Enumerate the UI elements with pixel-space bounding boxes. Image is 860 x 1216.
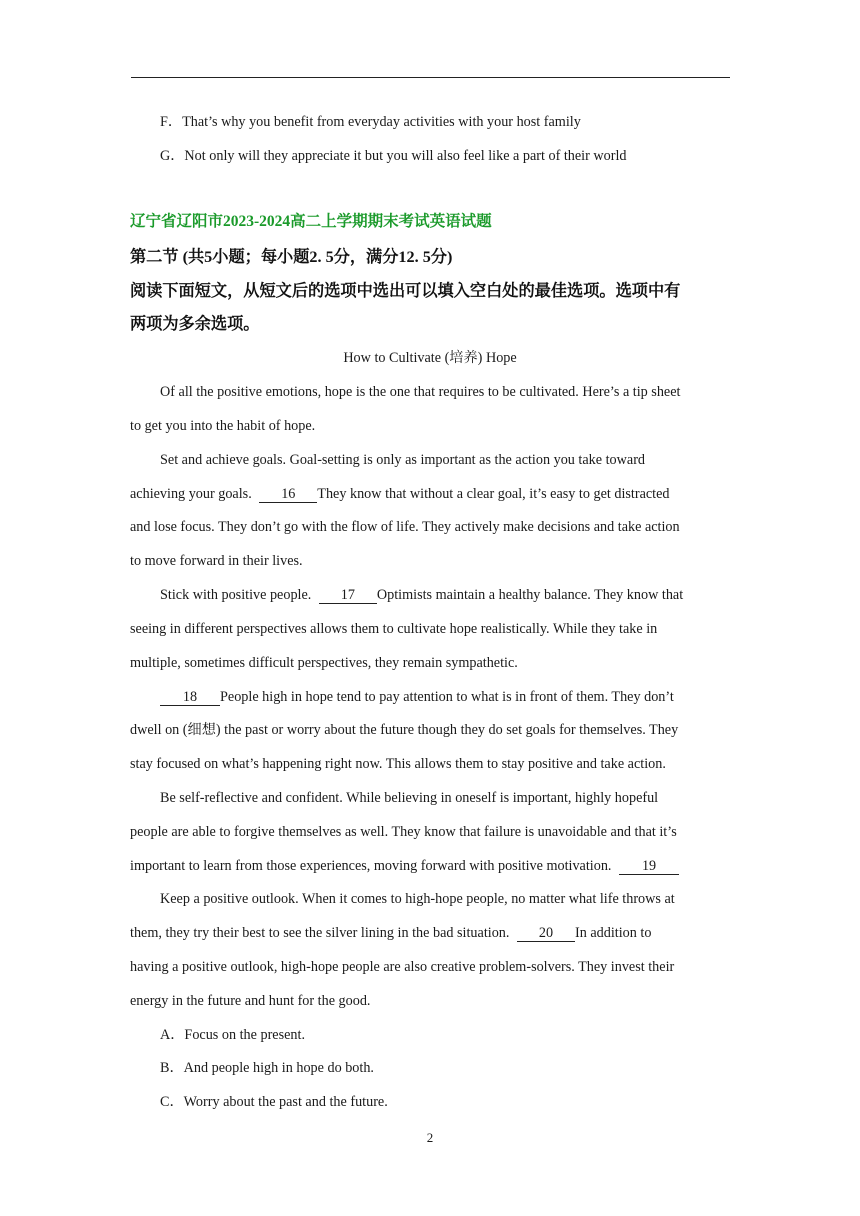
paragraph-text: They know that without a clear goal, it’s easy to get distracted	[317, 486, 670, 502]
paragraph-line: Be self-reflective and confident. While believing in oneself is important, highly hopeful	[160, 790, 659, 806]
paragraph-text: In addition to	[575, 925, 652, 941]
paragraph-line: Keep a positive outlook. When it comes to high-hope people, no matter what life throws at	[160, 891, 675, 907]
blank-18: 18	[160, 689, 220, 706]
option-f: F．That’s why you benefit from everyday activities with your host family	[160, 114, 581, 130]
paragraph-text: Optimists maintain a healthy balance. They know that	[376, 587, 684, 603]
paragraph-line	[130, 856, 679, 876]
header-rule	[131, 77, 730, 78]
paragraph-text: achieving your goals.	[130, 486, 252, 502]
passage-title: How to Cultivate (培养) Hope	[343, 350, 517, 366]
option-a: A．Focus on the present.	[160, 1027, 306, 1043]
paragraph-line: to get you into the habit of hope.	[130, 418, 316, 434]
paragraph-line: and lose focus. They don’t go with the flow of life. They actively make decisions and take action	[130, 519, 680, 535]
instruction-line-1: 阅读下面短文，从短文后的选项中选出可以填入空白处的最佳选项。选项中有	[130, 282, 681, 300]
paragraph-line: seeing in different perspectives allows them to cultivate hope realistically. While they take in	[130, 621, 658, 637]
paragraph-line	[160, 687, 674, 707]
paragraph-text: important to learn from those experiences, moving forward with positive motivation.	[130, 858, 612, 874]
source-title: 辽宁省辽阳市2023-2024高二上学期期末考试英语试题	[130, 213, 492, 230]
paragraph-line: energy in the future and hunt for the good.	[130, 993, 371, 1009]
paragraph-line: Set and achieve goals. Goal-setting is only as important as the action you take toward	[160, 452, 646, 468]
paragraph-line: stay focused on what’s happening right now. This allows them to stay positive and take action.	[130, 756, 666, 772]
paragraph-line: to move forward in their lives.	[130, 553, 303, 569]
section-heading: 第二节 (共5小题；每小题2. 5分，满分12. 5分)	[130, 248, 453, 266]
blank-17: 17	[319, 587, 377, 604]
paragraph-text: People high in hope tend to pay attention to what is in front of them. They don’t	[220, 689, 674, 705]
option-g: G．Not only will they appreciate it but you will also feel like a part of their world	[160, 148, 627, 164]
blank-20: 20	[517, 925, 575, 942]
paragraph-text: Stick with positive people.	[160, 587, 312, 603]
option-c: C．Worry about the past and the future.	[160, 1094, 388, 1110]
paragraph-line	[160, 585, 683, 605]
option-b: B．And people high in hope do both.	[160, 1060, 374, 1076]
paragraph-line: people are able to forgive themselves as well. They know that failure is unavoidable and that it’s	[130, 824, 677, 840]
page-number: 2	[426, 1130, 434, 1145]
paragraph-line: Of all the positive emotions, hope is the one that requires to be cultivated. Here’s a tip sheet	[160, 384, 681, 400]
paragraph-line: multiple, sometimes difficult perspectives, they remain sympathetic.	[130, 655, 518, 671]
blank-19: 19	[619, 858, 679, 875]
paragraph-line	[130, 484, 670, 504]
paragraph-text: them, they try their best to see the silver lining in the bad situation.	[130, 925, 510, 941]
paragraph-line	[130, 923, 651, 943]
paragraph-line: having a positive outlook, high-hope people are also creative problem-solvers. They invest their	[130, 959, 675, 975]
blank-16: 16	[259, 486, 317, 503]
paragraph-line: dwell on (细想) the past or worry about the future though they do set goals for themselves. They	[130, 722, 679, 738]
instruction-line-2: 两项为多余选项。	[130, 315, 260, 333]
